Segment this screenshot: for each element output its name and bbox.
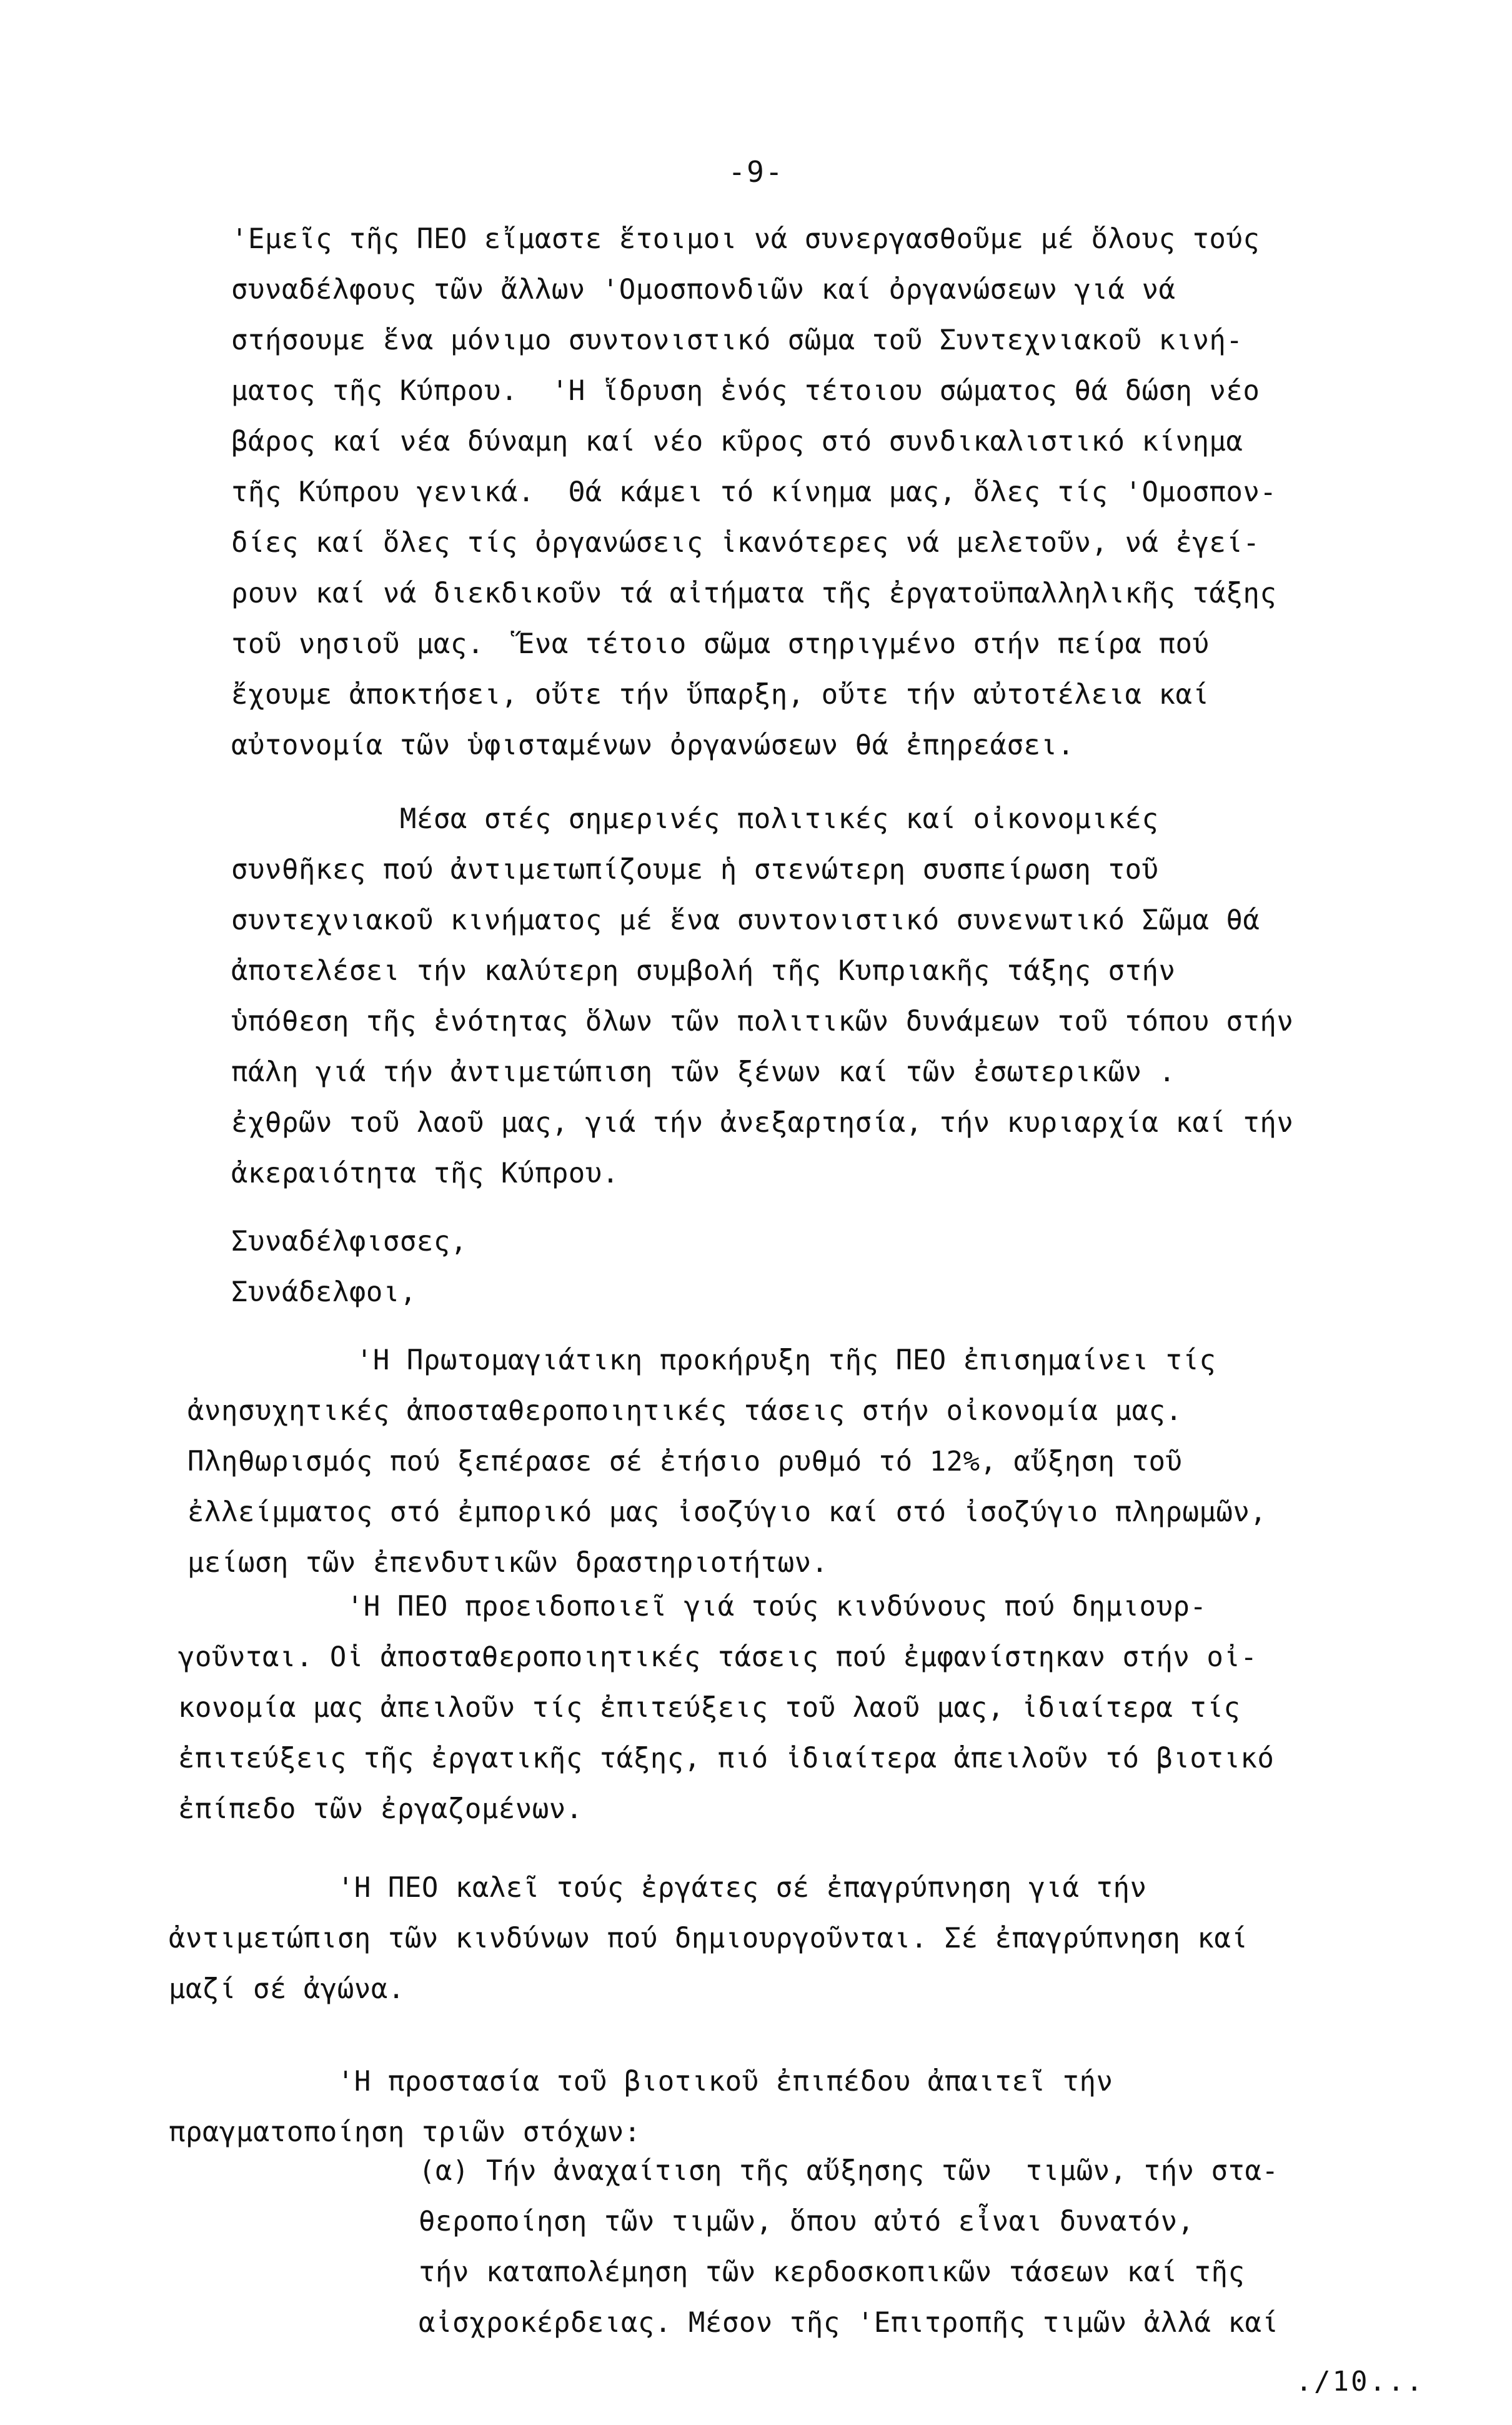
salutation: Συναδέλφισσες, Συνάδελφοι,: [231, 1226, 467, 1308]
list-item-a: (α) Τήν ἀναχαίτιση τῆς αὔξησης τῶν τιμῶν, τήν στα- θεροποίηση τῶν τιμῶν, ὅπου αὐτό εἶναι δυνατόν, τήν καταπολέμηση τῶν κερδοσκοπικῶν τάσεων καί τῆς αἰσχροκέρδειας. Μέσον τῆς 'Επιτροπῆς τιμῶν ἀλλά καί: [419, 2155, 1279, 2339]
paragraph-vigilance: 'Η ΠΕΟ καλεῖ τούς ἐργάτες σέ ἐπαγρύπνηση γιά τήν ἀντιμετώπιση τῶν κινδύνων πού δημιουργοῦνται. Σέ ἐπαγρύπνηση καί μαζί σέ ἀγώνα.: [169, 1872, 1248, 2005]
paragraph-goals: 'Η προστασία τοῦ βιοτικοῦ ἐπιπέδου ἀπαιτεῖ τήν πραγματοποίηση τριῶν στόχων:: [169, 2066, 1113, 2148]
paragraph-mayday-proclamation: 'Η Πρωτομαγιάτικη προκήρυξη τῆς ΠΕΟ ἐπισημαίνει τίς ἀνησυχητικές ἀποσταθεροποιητικές τάσεις στήν οἰκονομία μας. Πληθωρισμός πού ξεπέρασε σέ ἐτήσιο ρυθμό τό 12%, αὔξηση τοῦ ἐλλείμματος στό ἐμπορικό μας ἰσοζύγιο καί στό ἰσοζύγιο πληρωμῶν, μείωση τῶν ἐπενδυτικῶν δραστηριοτήτων.: [187, 1344, 1267, 1579]
paragraph-unity: Μέσα στές σημερινές πολιτικές καί οἰκονομικές συνθῆκες πού ἀντιμετωπίζουμε ἡ στενώτερη συσπείρωση τοῦ συντεχνιακοῦ κινήματος μέ ἕνα συντονιστικό συνενωτικό Σῶμα θά ἀποτελέσει τήν καλύτερη συμβολή τῆς Κυπριακῆς τάξης στήν ὑπόθεση τῆς ἑνότητας ὅλων τῶν πολιτικῶν δυνάμεων τοῦ τόπου στήν πάλη γιά τήν ἀντιμετώπιση τῶν ξένων καί τῶν ἐσωτερικῶν . ἐχθρῶν τοῦ λαοῦ μας, γιά τήν ἀνεξαρτησία, τήν κυριαρχία καί τήν ἀκεραιότητα τῆς Κύπρου.: [231, 803, 1294, 1189]
continuation-marker: ./10...: [1295, 2366, 1425, 2398]
paragraph-cooperation: 'Εμεῖς τῆς ΠΕΟ εἴμαστε ἕτοιμοι νά συνεργασθοῦμε μέ ὅλους τούς συναδέλφους τῶν ἄλλων 'Ομοσπονδιῶν καί ὀργανώσεων γιά νά στήσουμε ἕνα μόνιμο συντονιστικό σῶμα τοῦ Συντεχνιακοῦ κινή- ματος τῆς Κύπρου. 'Η ἵδρυση ἑνός τέτοιου σώματος θά δώση νέο βάρος καί νέα δύναμη καί νέο κῦρος στό συνδικαλιστικό κίνημα τῆς Κύπρου γενικά. Θά κάμει τό κίνημα μας, ὅλες τίς 'Ομοσπον- δίες καί ὅλες τίς ὀργανώσεις ἱκανότερες νά μελετοῦν, νά ἐγεί- ρουν καί νά διεκδικοῦν τά αἰτήματα τῆς ἐργατοϋπαλληλικῆς τάξης τοῦ νησιοῦ μας. Ἕνα τέτοιο σῶμα στηριγμένο στήν πείρα πού ἔχουμε ἀποκτήσει, οὔτε τήν ὕπαρξη, οὔτε τήν αὐτοτέλεια καί αὐτονομία τῶν ὑφισταμένων ὀργανώσεων θά ἐπηρεάσει.: [231, 223, 1277, 761]
paragraph-warning: 'Η ΠΕΟ προειδοποιεῖ γιά τούς κινδύνους πού δημιουρ- γοῦνται. Οἱ ἀποσταθεροποιητικές τάσεις πού ἐμφανίστηκαν στήν οἰ- κονομία μας ἀπειλοῦν τίς ἐπιτεύξεις τοῦ λαοῦ μας, ἰδιαίτερα τίς ἐπιτεύξεις τῆς ἐργατικῆς τάξης, πιό ἰδιαίτερα ἀπειλοῦν τό βιοτικό ἐπίπεδο τῶν ἐργαζομένων.: [178, 1591, 1275, 1825]
page-number: -9-: [728, 155, 784, 189]
